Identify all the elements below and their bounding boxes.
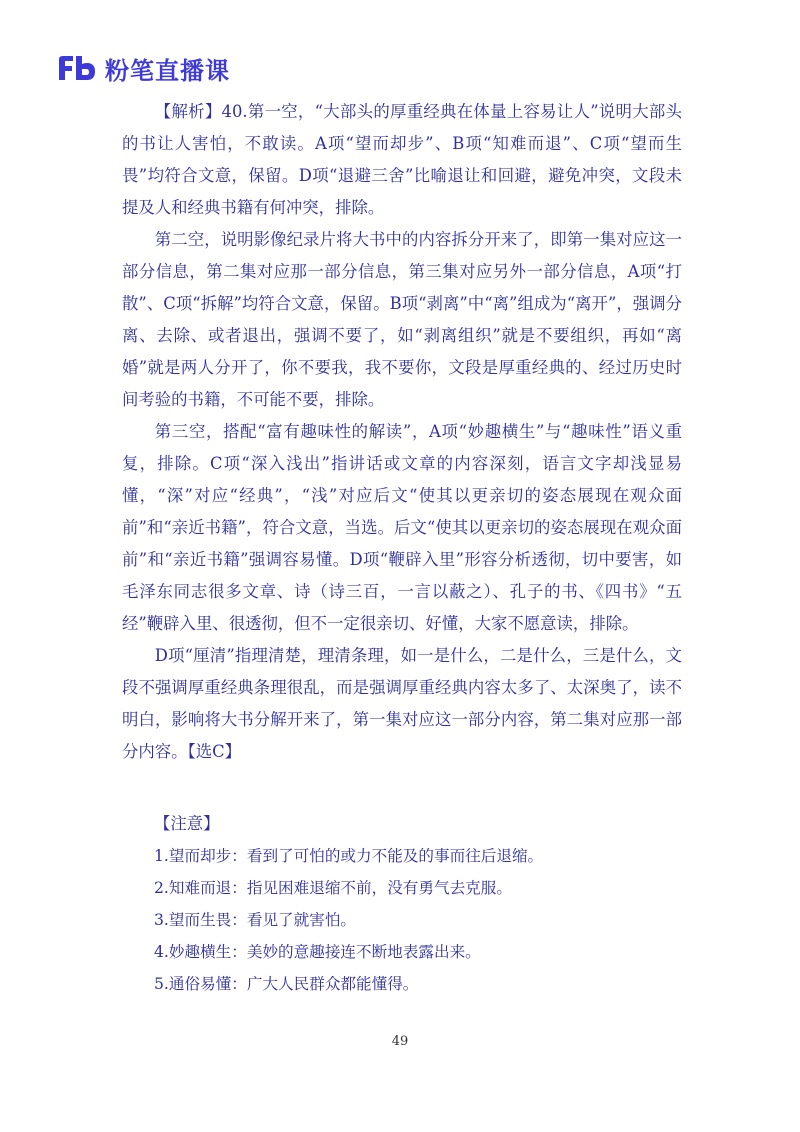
brand-name: 粉笔直播课: [105, 56, 230, 85]
analysis-paragraph-2: 第二空，说明影像纪录片将大书中的内容拆分开来了，即第一集对应这一部分信息，第二集对应那一部分信息，第三集对应另外一部分信息，A项“打散”、C项“拆解”均符合文意，保留。B项“剥离”中“离”组成为“离开”，强调分离、去除、或者退出，强调不要了，如“剥离组织”就是不要组织，再如“离婚”就是两人分开了，你不要我，我不要你，文段是厚重经典的、经过历史时间考验的书籍，不可能不要，排除。: [122, 230, 682, 409]
notes-title: 【注意】: [154, 814, 220, 833]
note-item: 3.望而生畏：看见了就害怕。: [154, 911, 357, 929]
note-item: 2.知难而退：指见困难退缩不前，没有勇气去克服。: [154, 879, 512, 897]
analysis-paragraph-1: 【解析】40.第一空，“大部头的厚重经典在体量上容易让人”说明大部头的书让人害怕，不敢读。A项“望而却步”、B项“知难而退”、C项“望而生畏”均符合文意，保留。D项“退避三舍”比喻退让和回避，避免冲突，文段未提及人和经典书籍有何冲突，排除。: [122, 102, 682, 217]
page-number: 49: [391, 1034, 409, 1049]
analysis-paragraph-3: 第三空，搭配“富有趣味性的解读”，A项“妙趣横生”与“趣味性”语义重复，排除。C项“深入浅出”指讲话或文章的内容深刻，语言文字却浅显易懂，“深”对应“经典”，“浅”对应后文“使其以更亲切的姿态展现在观众面前”和“亲近书籍”，符合文意，当选。后文“使其以更亲切的姿态展现在观众面前”和“亲近书籍”强调容易懂。D项“鞭辟入里”形容分析透彻，切中要害，如毛泽东同志很多文章、诗（诗三百，一言以蔽之）、孔子的书、《四书》“五经”鞭辟入里、很透彻，但不一定很亲切、好懂，大家不愿意读，排除。: [122, 422, 682, 633]
note-item: 4.妙趣横生：美妙的意趣接连不断地表露出来。: [154, 943, 481, 961]
analysis-content: [122, 96, 682, 1000]
brand-logo: [57, 51, 230, 85]
fb-logo-icon: [57, 55, 97, 81]
note-item: 1.望而却步：看到了可怕的或力不能及的事而往后退缩。: [154, 847, 544, 865]
analysis-paragraph-4: D项“厘清”指理清楚，理清条理，如一是什么，二是什么，三是什么，文段不强调厚重经典条理很乱，而是强调厚重经典内容太多了、太深奥了，读不明白，影响将大书分解开来了，第一集对应这一部分内容，第二集对应那一部分内容。【选C】: [122, 646, 682, 761]
note-item: 5.通俗易懂：广大人民群众都能懂得。: [154, 975, 419, 993]
